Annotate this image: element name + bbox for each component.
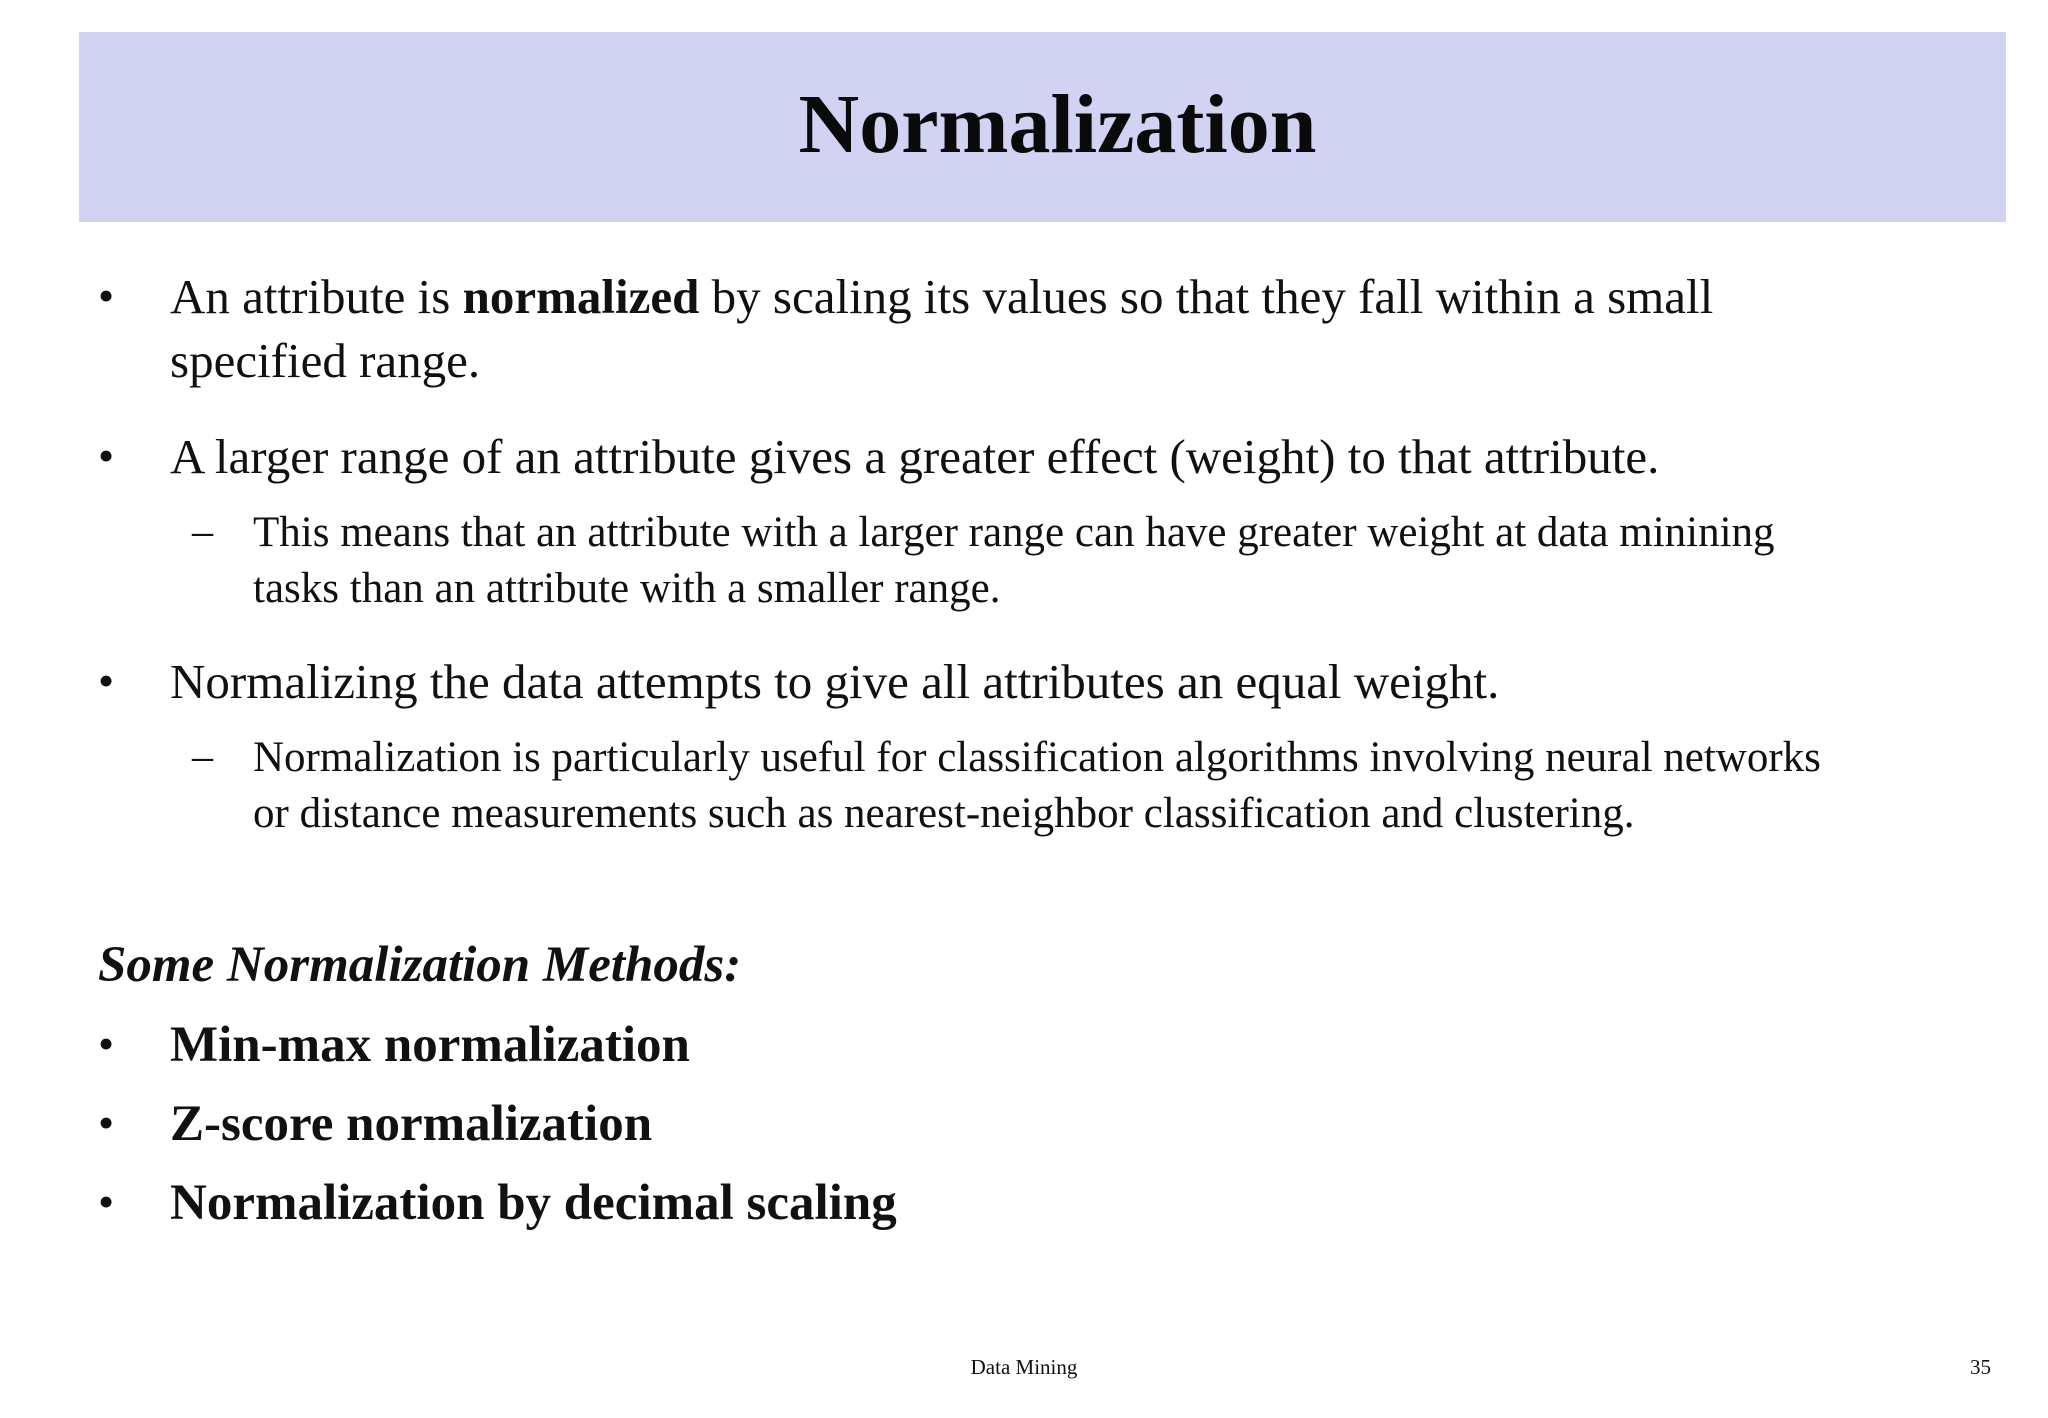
bullet-text-continuation: specified range. [170, 333, 481, 388]
bullet-marker: • [98, 1097, 115, 1148]
methods-heading: Some Normalization Methods: [98, 937, 742, 993]
bullet-marker: • [98, 1018, 115, 1069]
bullet-text: Normalizing the data attempts to give all attributes an equal weight. [170, 654, 1500, 709]
sub-bullet-text-continuation: tasks than an attribute with a smaller range. [253, 565, 1001, 612]
bullet-marker: • [98, 430, 115, 481]
slide-title: Normalization [798, 78, 1317, 171]
bullet-text [170, 265, 2018, 329]
bullet-marker: • [98, 1176, 115, 1227]
method-label: Normalization by decimal scaling [170, 1175, 897, 1231]
sub-bullet-marker: – [192, 509, 213, 555]
footer-course-name: Data Mining [970, 1355, 1078, 1379]
bold-term-normalized: normalized [462, 269, 700, 324]
bullet-marker: • [98, 270, 115, 321]
bullet-text: A larger range of an attribute gives a greater effect (weight) to that attribute. [170, 429, 1660, 484]
sub-bullet-text: Normalization is particularly useful for classification algorithms involving neural networks [253, 734, 1821, 781]
bullet-marker: • [98, 655, 115, 706]
method-label: Min-max normalization [170, 1017, 690, 1073]
sub-bullet-marker: – [192, 734, 213, 780]
bullet-text-after: by scaling its values so that they fall within a small [699, 269, 1714, 324]
title-banner [79, 32, 2006, 222]
bullet-text-before: An attribute is [170, 269, 463, 324]
footer-page-number: 35 [1970, 1355, 1991, 1379]
sub-bullet-text: This means that an attribute with a larger range can have greater weight at data minining [253, 509, 1775, 556]
method-label: Z-score normalization [170, 1096, 653, 1152]
sub-bullet-text-continuation: or distance measurements such as nearest-neighbor classification and clustering. [253, 790, 1635, 837]
